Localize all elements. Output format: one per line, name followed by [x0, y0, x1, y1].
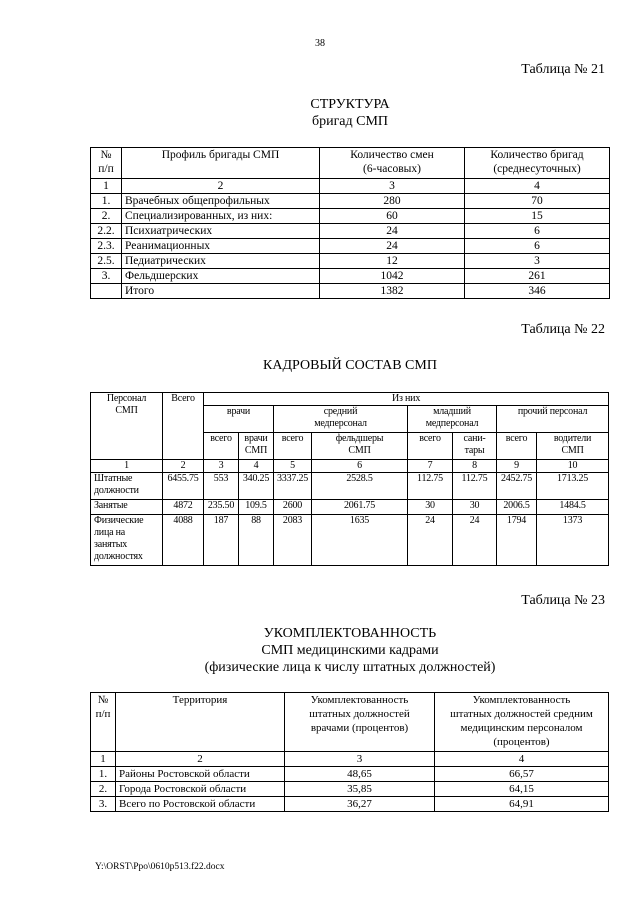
table21-cell: 24 [320, 224, 465, 239]
table23-header-cell: Укомплектованность штатных должностей врачами (процентов) [285, 693, 435, 752]
table22-colnum: 1 [91, 460, 163, 473]
table22-sub-cell: врачи СМП [239, 433, 274, 460]
table21-cell: 3 [465, 254, 610, 269]
table22-cell: 88 [239, 515, 274, 566]
table22-sub-cell: водители СМП [537, 433, 609, 460]
table23-colnum: 3 [285, 752, 435, 767]
table23-cell: 64,15 [435, 782, 609, 797]
table22-group-cell: врачи [204, 406, 274, 433]
table21-cell: Психиатрических [122, 224, 320, 239]
table23-colnum-row [91, 752, 609, 767]
table21-cell: Врачебных общепрофильных [122, 194, 320, 209]
table23-cell: Города Ростовской области [116, 782, 285, 797]
table23-cell: Районы Ростовской области [116, 767, 285, 782]
table21-colnum: 1 [91, 179, 122, 194]
table21-cell: Педиатрических [122, 254, 320, 269]
table21-colnum: 3 [320, 179, 465, 194]
table23-cell: 35,85 [285, 782, 435, 797]
table23-cell: 3. [91, 797, 116, 812]
table22-cell: 2006.5 [497, 500, 537, 515]
table23-title-line2: СМП медицинскими кадрами [261, 643, 439, 658]
table22-cell: 24 [408, 515, 453, 566]
footer-file-path: Y:\ORST\Ppo\0610p513.f22.docx [95, 862, 225, 872]
table21-cell [91, 284, 122, 299]
table21-label: Таблица № 21 [521, 62, 605, 77]
table21-title-line1: СТРУКТУРА [310, 97, 390, 112]
table-row [91, 767, 609, 782]
table-row [91, 515, 609, 566]
table21-colnum-row [91, 179, 610, 194]
table21-cell: 280 [320, 194, 465, 209]
table22-row-label: Штатные должности [91, 473, 163, 500]
table-row [91, 194, 610, 209]
table22-title: КАДРОВЫЙ СОСТАВ СМП [263, 358, 437, 373]
table22-cell: 553 [204, 473, 239, 500]
table21 [90, 147, 610, 299]
table22-sub-cell: сани- тары [453, 433, 497, 460]
table22-colnum: 8 [453, 460, 497, 473]
table-row [91, 254, 610, 269]
table23-cell: Всего по Ростовской области [116, 797, 285, 812]
table23-cell: 1. [91, 767, 116, 782]
table22-sub-cell: всего [408, 433, 453, 460]
table22-colnum: 3 [204, 460, 239, 473]
table23-title [0, 625, 640, 676]
table22-colnum: 10 [537, 460, 609, 473]
table21-title [0, 96, 640, 130]
table23-colnum: 4 [435, 752, 609, 767]
table23-cell: 66,57 [435, 767, 609, 782]
table21-cell: 6 [465, 239, 610, 254]
table22-cell: 187 [204, 515, 239, 566]
table22 [90, 392, 609, 566]
table21-cell: 70 [465, 194, 610, 209]
table23-cell: 48,65 [285, 767, 435, 782]
table21-cell: 346 [465, 284, 610, 299]
table21-cell: Специализированных, из них: [122, 209, 320, 224]
table22-row-label: Занятые [91, 500, 163, 515]
table22-cell: 30 [453, 500, 497, 515]
table22-cell: 340.25 [239, 473, 274, 500]
table-row [91, 473, 609, 500]
table22-colnum-row [91, 460, 609, 473]
table21-cell: 12 [320, 254, 465, 269]
table22-cell: 4872 [163, 500, 204, 515]
table21-cell: 1. [91, 194, 122, 209]
table-row [91, 239, 610, 254]
table-row [91, 284, 610, 299]
table21-cell: Реанимационных [122, 239, 320, 254]
table22-colnum: 5 [274, 460, 312, 473]
page-number: 38 [315, 38, 325, 49]
table21-cell: Итого [122, 284, 320, 299]
table22-sub-cell: фельдшеры СМП [312, 433, 408, 460]
table21-cell: 2.3. [91, 239, 122, 254]
table23-cell: 2. [91, 782, 116, 797]
table23-colnum: 1 [91, 752, 116, 767]
table22-cell: 2061.75 [312, 500, 408, 515]
table21-cell: 6 [465, 224, 610, 239]
table22-colnum: 7 [408, 460, 453, 473]
table23-cell: 64,91 [435, 797, 609, 812]
table23-header-cell: Укомплектованность штатных должностей средним медицинским персоналом (процентов) [435, 693, 609, 752]
table22-cell: 109.5 [239, 500, 274, 515]
table22-cell: 2452.75 [497, 473, 537, 500]
table22-cell: 1484.5 [537, 500, 609, 515]
table23-header-cell: Территория [116, 693, 285, 752]
table22-cell: 112.75 [408, 473, 453, 500]
table22-group-cell: младший медперсонал [408, 406, 497, 433]
table21-colnum: 4 [465, 179, 610, 194]
table21-cell: 1382 [320, 284, 465, 299]
table22-cell: 1794 [497, 515, 537, 566]
table22-header-cell: Из них [204, 393, 609, 406]
table21-cell: 15 [465, 209, 610, 224]
table-row [91, 224, 610, 239]
table22-header-row [91, 393, 609, 406]
table21-header-cell: № п/п [91, 148, 122, 179]
table22-cell: 235.50 [204, 500, 239, 515]
table22-label: Таблица № 22 [521, 322, 605, 337]
table22-group-cell: средний медперсонал [274, 406, 408, 433]
table21-cell: 1042 [320, 269, 465, 284]
table21-cell: 2.2. [91, 224, 122, 239]
table22-sub-cell: всего [204, 433, 239, 460]
table23-title-line1: УКОМПЛЕКТОВАННОСТЬ [263, 626, 437, 641]
table-row [91, 269, 610, 284]
table22-row-label: Физические лица на занятых должностях [91, 515, 163, 566]
table22-cell: 3337.25 [274, 473, 312, 500]
table23-cell: 36,27 [285, 797, 435, 812]
table21-cell: 2.5. [91, 254, 122, 269]
table21-cell: 2. [91, 209, 122, 224]
table22-cell: 1713.25 [537, 473, 609, 500]
table23-label: Таблица № 23 [521, 593, 605, 608]
table21-cell: 60 [320, 209, 465, 224]
table21-cell: 261 [465, 269, 610, 284]
table21-cell: 24 [320, 239, 465, 254]
table21-header-cell: Количество бригад (среднесуточных) [465, 148, 610, 179]
table21-cell: 3. [91, 269, 122, 284]
table22-sub-cell: всего [497, 433, 537, 460]
table22-cell: 112.75 [453, 473, 497, 500]
table-row [91, 782, 609, 797]
table22-cell: 30 [408, 500, 453, 515]
table22-colnum: 9 [497, 460, 537, 473]
table21-header-cell: Количество смен (6-часовых) [320, 148, 465, 179]
table22-cell: 2083 [274, 515, 312, 566]
table21-header-row [91, 148, 610, 179]
table22-cell: 2528.5 [312, 473, 408, 500]
table21-header-cell: Профиль бригады СМП [122, 148, 320, 179]
table22-colnum: 2 [163, 460, 204, 473]
table22-cell: 1373 [537, 515, 609, 566]
table22-colnum: 4 [239, 460, 274, 473]
table22-cell: 4088 [163, 515, 204, 566]
table-row [91, 209, 610, 224]
table22-group-cell: прочий персонал [497, 406, 609, 433]
table21-title-line2: бригад СМП [311, 114, 389, 129]
table23-colnum: 2 [116, 752, 285, 767]
table-row [91, 797, 609, 812]
table22-cell: 24 [453, 515, 497, 566]
table22-header-cell: Всего [163, 393, 204, 460]
table22-sub-cell: всего [274, 433, 312, 460]
table22-cell: 2600 [274, 500, 312, 515]
table22-cell: 1635 [312, 515, 408, 566]
table-row [91, 500, 609, 515]
table23-header-row [91, 693, 609, 752]
table23 [90, 692, 609, 812]
table22-cell: 6455.75 [163, 473, 204, 500]
table22-header-cell: Персонал СМП [91, 393, 163, 460]
table21-cell: Фельдшерских [122, 269, 320, 284]
table22-colnum: 6 [312, 460, 408, 473]
table23-header-cell: № п/п [91, 693, 116, 752]
table23-title-line3: (физические лица к числу штатных должностей) [204, 660, 496, 675]
table21-colnum: 2 [122, 179, 320, 194]
